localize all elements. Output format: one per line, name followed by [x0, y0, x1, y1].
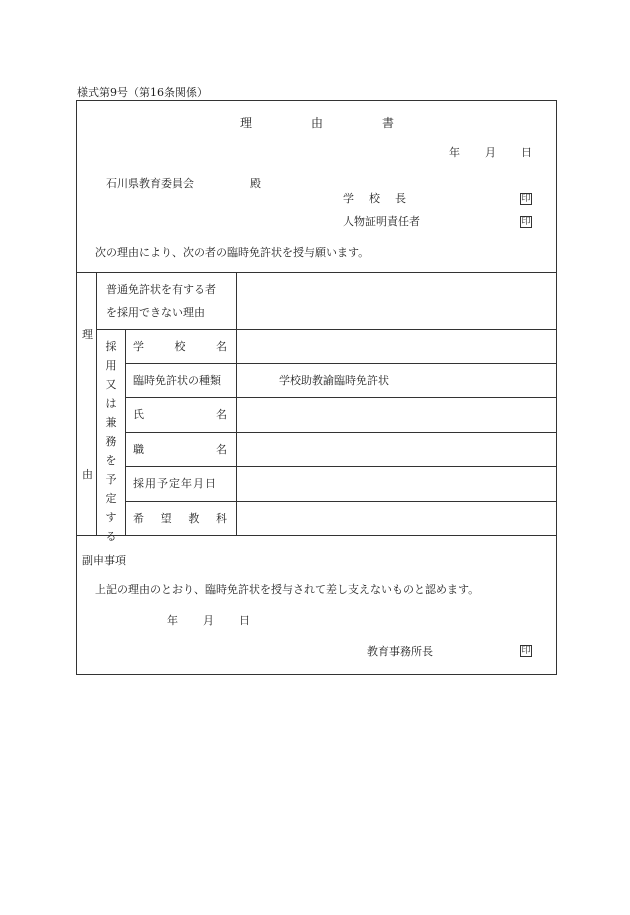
principal-seal: 印 [521, 194, 531, 204]
row-label-subject [133, 513, 227, 524]
col-line-3 [236, 272, 237, 535]
row-label-subject-char-2: 望 [160, 512, 172, 525]
row-label-position-char-2: 名 [216, 443, 227, 456]
reason-label-char-2: 由 [82, 468, 93, 481]
certifier-seal: 印 [521, 217, 531, 227]
date-month: 月 [485, 146, 496, 159]
divider-top [76, 272, 557, 273]
endorsement-seal: 印 [521, 646, 531, 656]
row-label-position [133, 444, 227, 455]
endorsement-date-month: 月 [203, 614, 214, 627]
row-label-subject-char-4: 科 [215, 512, 227, 525]
endorsement-date-year: 年 [167, 614, 178, 627]
row-label-start-date: 採用予定年月日 [133, 477, 217, 490]
row-label-subject-char-1: 希 [133, 512, 144, 525]
reason-row-label-line1: 普通免許状を有する者 [106, 283, 216, 296]
divider-bottom [76, 535, 557, 536]
row-line-4 [125, 432, 557, 433]
row-label-name-char-2: 名 [216, 408, 227, 421]
row-label-name-char-1: 氏 [133, 408, 144, 421]
title-char-2: 由 [311, 116, 324, 130]
row-label-license-type: 臨時免許状の種類 [133, 374, 221, 387]
request-text: 次の理由により、次の者の臨時免許状を授与願います。 [95, 246, 370, 259]
date-year: 年 [449, 146, 460, 159]
title-char-3: 書 [382, 116, 395, 130]
row-label-school-char-2: 校 [174, 340, 186, 353]
col-line-1 [96, 272, 97, 535]
endorsement-signer: 教育事務所長 [367, 645, 433, 658]
row-line-6 [125, 501, 557, 502]
row-label-subject-char-3: 教 [188, 512, 200, 525]
endorsement-text: 上記の理由のとおり、臨時免許状を授与されて差し支えないものと認めます。 [95, 583, 480, 596]
title-char-1: 理 [240, 116, 253, 130]
row-label-position-char-1: 職 [133, 443, 144, 456]
employment-label: 採用又は兼務を予定する [105, 340, 117, 543]
endorsement-heading: 副申事項 [82, 554, 126, 567]
row-label-school [133, 341, 227, 352]
form-number: 様式第9号（第16条関係） [77, 86, 208, 99]
row-line-5 [125, 466, 557, 467]
value-license-type: 学校助教諭臨時免許状 [279, 374, 389, 387]
row-label-name [133, 409, 227, 420]
row-line-2 [125, 363, 557, 364]
reason-row-label-line2: を採用できない理由 [106, 306, 205, 319]
row-label-school-char-3: 名 [216, 340, 227, 353]
date-day: 日 [521, 146, 532, 159]
row-label-school-char-1: 学 [133, 340, 144, 353]
reason-label-char-1: 理 [82, 328, 93, 341]
endorsement-date-day: 日 [239, 614, 250, 627]
certifier-label: 人物証明責任者 [343, 215, 420, 228]
row-line-1 [96, 329, 557, 330]
row-line-3 [125, 397, 557, 398]
principal-label: 学 校 長 [343, 192, 408, 205]
addressee: 石川県教育委員会 [106, 177, 194, 190]
honorific: 殿 [250, 177, 261, 190]
